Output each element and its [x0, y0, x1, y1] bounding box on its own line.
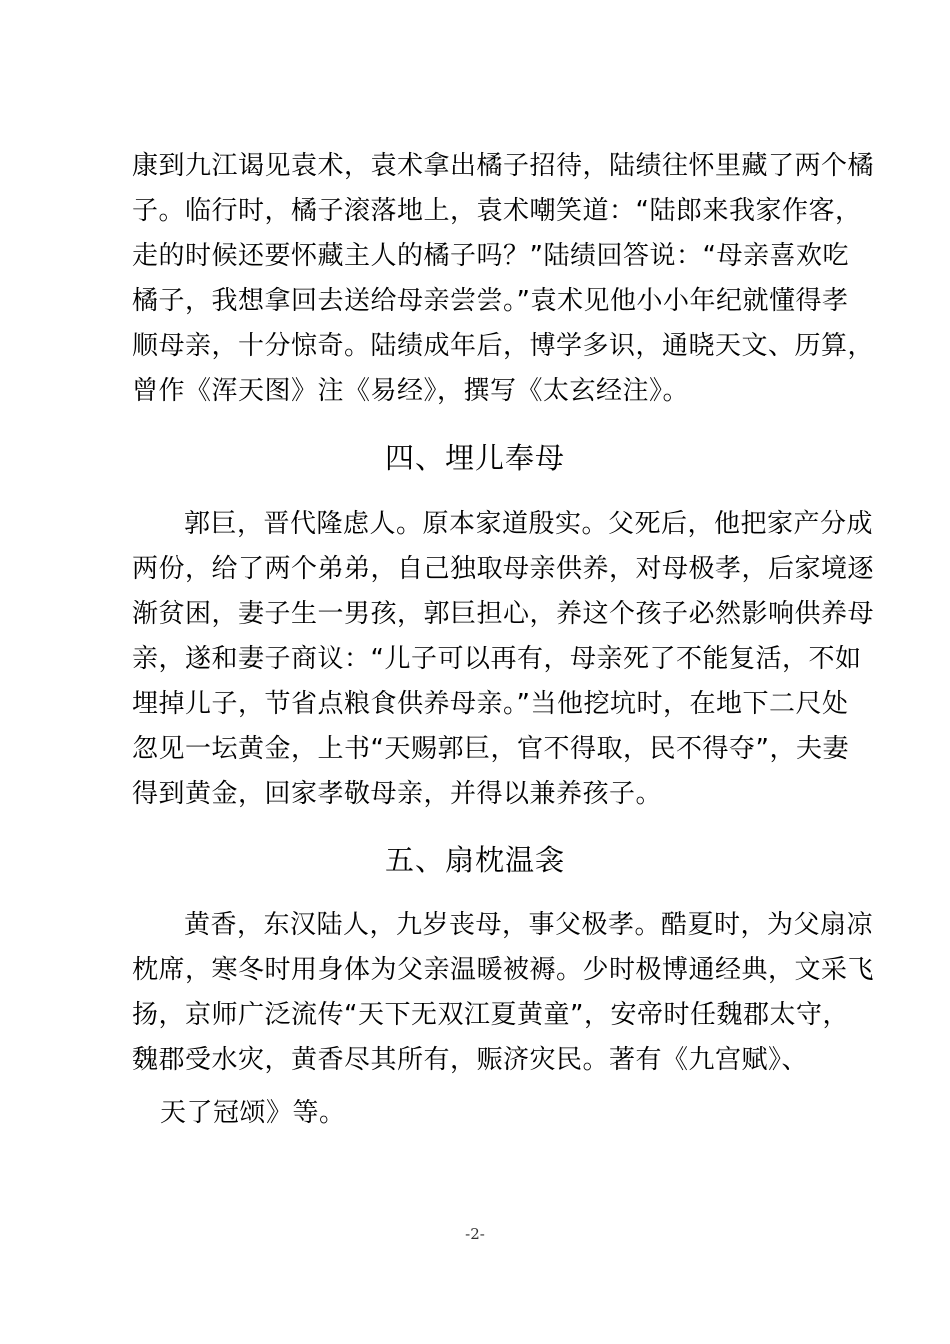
- text-line: 顺母亲，十分惊奇。陆绩成年后，博学多识，通晓天文、历算，: [132, 331, 875, 361]
- text-line: 亲，遂和妻子商议：“儿子可以再有，母亲死了不能复活，不如: [132, 644, 862, 674]
- text-line: 子。临行时，橘子滚落地上，袁术嘲笑道：“陆郎来我家作客，: [132, 196, 862, 226]
- section-heading: 五、扇枕温衾: [384, 843, 565, 877]
- text-line: 天了冠颂》等。: [160, 1098, 346, 1128]
- text-line: 埋掉儿子，节省点粮食供养母亲。”当他挖坑时，在地下二尺处: [132, 689, 849, 719]
- text-line: 渐贫困，妻子生一男孩，郭巨担心，养这个孩子必然影响供养母: [132, 599, 875, 629]
- text-line: 忽见一坛黄金，上书“天赐郭巨，官不得取，民不得夺”，夫妻: [132, 734, 849, 764]
- text-line: 康到九江谒见袁术，袁术拿出橘子招待，陆绩往怀里藏了两个橘: [132, 151, 875, 181]
- text-line: 魏郡受水灾，黄香尽其所有，赈济灾民。著有《九宫赋》、: [132, 1045, 809, 1075]
- text-line: 郭巨，晋代隆虑人。原本家道殷实。父死后，他把家产分成: [184, 509, 874, 539]
- text-line: 走的时候还要怀藏主人的橘子吗？”陆绩回答说：“母亲喜欢吃: [132, 241, 849, 271]
- text-line: 橘子，我想拿回去送给母亲尝尝。”袁术见他小小年纪就懂得孝: [132, 286, 849, 316]
- text-line: 枕席，寒冬时用身体为父亲温暖被褥。少时极博通经典，文采飞: [132, 955, 875, 985]
- text-line: 两份，给了两个弟弟，自己独取母亲供养，对母极孝，后家境逐: [132, 554, 875, 584]
- text-line: 黄香，东汉陆人，九岁丧母，事父极孝。酷夏时，为父扇凉: [184, 910, 874, 940]
- text-line: 得到黄金，回家孝敬母亲，并得以兼养孩子。: [132, 779, 663, 809]
- text-line: 曾作《浑天图》注《易经》，撰写《太玄经注》。: [132, 376, 690, 406]
- text-line: 扬，京师广泛流传“天下无双江夏黄童”，安帝时任魏郡太守，: [132, 1000, 849, 1030]
- section-heading: 四、埋儿奉母: [384, 441, 565, 475]
- page-number: -2-: [465, 1225, 485, 1243]
